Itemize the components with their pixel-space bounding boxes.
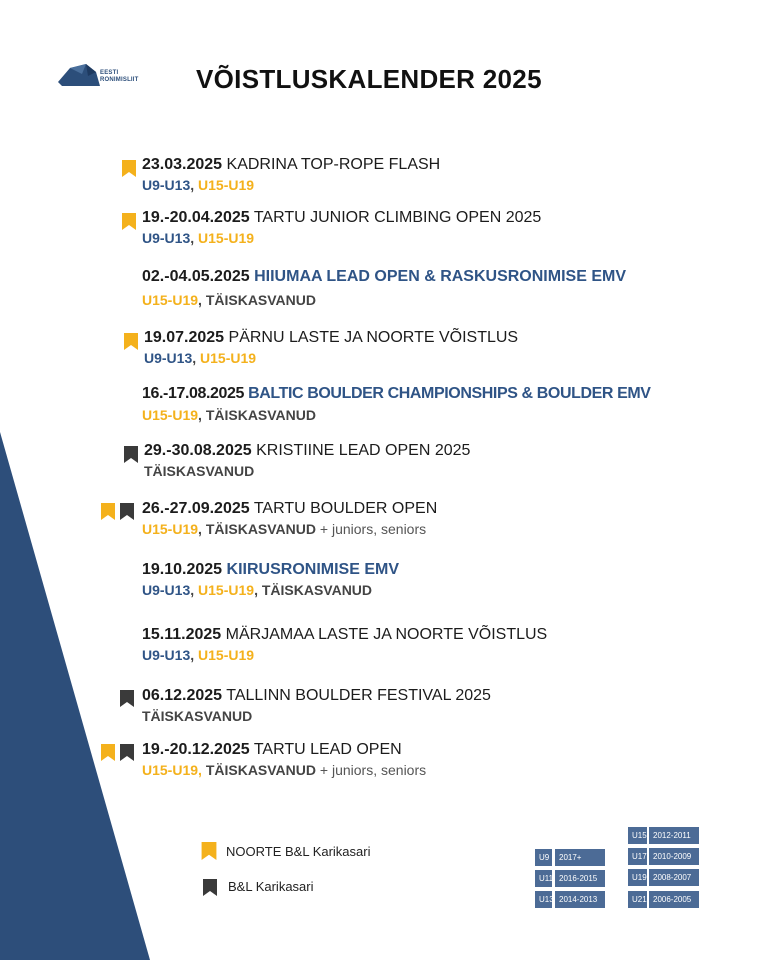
age-code: U21 [628,891,647,908]
event-group: U15-U19 [198,177,255,193]
event-extra: + juniors, seniors [319,521,427,537]
event-group: U15-U19 [200,350,257,366]
event-group: U9-U13 [142,230,191,246]
event-group: TÄISKASVANUD [205,407,317,423]
event-date: 29.-30.08.2025 [144,442,252,459]
event-date: 19.07.2025 [144,329,225,346]
event-group: TÄISKASVANUD [261,582,373,598]
event-group: U15-U19 [198,582,255,598]
event-name: PÄRNU LASTE JA NOORTE VÕISTLUS [228,329,519,346]
event-name: TALLINN BOULDER FESTIVAL 2025 [226,687,491,704]
age-code: U17 [628,848,647,865]
bl-cup-bookmark-icon [120,690,134,707]
event-name: KRISTIINE LEAD OPEN 2025 [256,442,471,459]
youth-cup-bookmark-icon [122,213,136,230]
event-date: 23.03.2025 [142,156,223,173]
youth-cup-bookmark-icon [201,842,217,860]
event-group: U9-U13 [144,350,193,366]
event-item: 19.-20.04.2025 TARTU JUNIOR CLIMBING OPEN 2025 U9-U13, U15-U19 [142,209,542,246]
bl-cup-bookmark-icon [203,879,217,896]
event-item: 02.-04.05.2025 HIIUMAA LEAD OPEN & RASKUSRONIMISE EMV U15-U19, TÄISKASVANUD [142,268,626,308]
event-name: KADRINA TOP-ROPE FLASH [226,156,441,173]
age-years: 2010-2009 [649,848,699,865]
event-group: U9-U13 [142,647,191,663]
event-name: TARTU LEAD OPEN [253,741,402,758]
age-code: U13 [535,891,552,908]
event-item: 23.03.2025 KADRINA TOP-ROPE FLASH U9-U13, U15-U19 [142,156,441,193]
event-group: U15-U19 [142,292,199,308]
event-item: 26.-27.09.2025 TARTU BOULDER OPEN U15-U19, TÄISKASVANUD + juniors, seniors [142,500,438,537]
bl-cup-bookmark-icon [120,503,134,520]
bl-cup-bookmark-icon [124,446,138,463]
age-code: U15 [628,827,647,844]
event-name: MÄRJAMAA LASTE JA NOORTE VÕISTLUS [225,626,548,643]
bl-cup-bookmark-icon [120,744,134,761]
age-years: 2012-2011 [649,827,699,844]
page-title: VÕISTLUSKALENDER 2025 [196,64,542,94]
event-name: TARTU BOULDER OPEN [253,500,438,517]
event-group: U15-U19 [198,230,255,246]
age-years: 2014-2013 [555,891,605,908]
youth-cup-bookmark-icon [101,744,115,761]
event-item: 19.07.2025 PÄRNU LASTE JA NOORTE VÕISTLUS U9-U13, U15-U19 [144,329,519,366]
event-date: 02.-04.05.2025 [142,268,250,285]
event-date: 19.-20.04.2025 [142,209,250,226]
event-item: 19.10.2025 KIIRUSRONIMISE EMV U9-U13, U15-U19, TÄISKASVANUD [142,561,399,598]
event-group: U15-U19, [142,762,202,778]
event-group: U15-U19 [198,647,255,663]
event-group: TÄISKASVANUD [205,292,317,308]
event-date: 15.11.2025 [142,626,222,643]
event-item [144,442,470,479]
event-group: TÄISKASVANUD [144,463,255,479]
event-date: 19.-20.12.2025 [142,741,250,758]
event-name: HIIUMAA LEAD OPEN & RASKUSRONIMISE EMV [254,268,626,285]
age-years: 2016-2015 [555,870,605,887]
age-years: 2006-2005 [649,891,699,908]
event-name: BALTIC BOULDER CHAMPIONSHIPS & BOULDER EMV [248,385,651,402]
event-group: U15-U19 [142,521,199,537]
event-group: U9-U13 [142,177,191,193]
logo-line1: EESTI [100,70,119,76]
event-group: U15-U19 [142,407,199,423]
event-date: 19.10.2025 [142,561,223,578]
youth-cup-bookmark-icon [124,333,138,350]
legend-youth-label: NOORTE B&L Karikasari [226,844,371,859]
logo-line2: RONIMISLIIT [100,77,139,83]
age-years: 2008-2007 [649,869,699,886]
event-item: 16.-17.08.2025 BALTIC BOULDER CHAMPIONSHIPS & BOULDER EMV U15-U19, TÄISKASVANUD [142,385,651,423]
youth-cup-bookmark-icon [122,160,136,177]
event-name: KIIRUSRONIMISE EMV [226,561,399,578]
event-date: 06.12.2025 [142,687,223,704]
event-group: TÄISKASVANUD [205,762,317,778]
event-item [142,741,426,778]
event-group: U9-U13 [142,582,191,598]
event-date: 16.-17.08.2025 [142,385,245,402]
age-code: U9 [535,849,552,866]
logo-text [100,70,139,84]
event-item: 15.11.2025 MÄRJAMAA LASTE JA NOORTE VÕISTLUS U9-U13, U15-U19 [142,626,548,663]
age-years: 2017+ [555,849,605,866]
event-date: 26.-27.09.2025 [142,500,250,517]
event-group: TÄISKASVANUD [205,521,317,537]
youth-cup-bookmark-icon [101,503,115,520]
event-item [142,687,491,724]
age-code: U19 [628,869,647,886]
event-name: TARTU JUNIOR CLIMBING OPEN 2025 [253,209,542,226]
age-code: U11 [535,870,552,887]
event-extra: + juniors, seniors [319,762,427,778]
event-group: TÄISKASVANUD [142,708,253,724]
legend-bl-label: B&L Karikasari [228,879,314,894]
